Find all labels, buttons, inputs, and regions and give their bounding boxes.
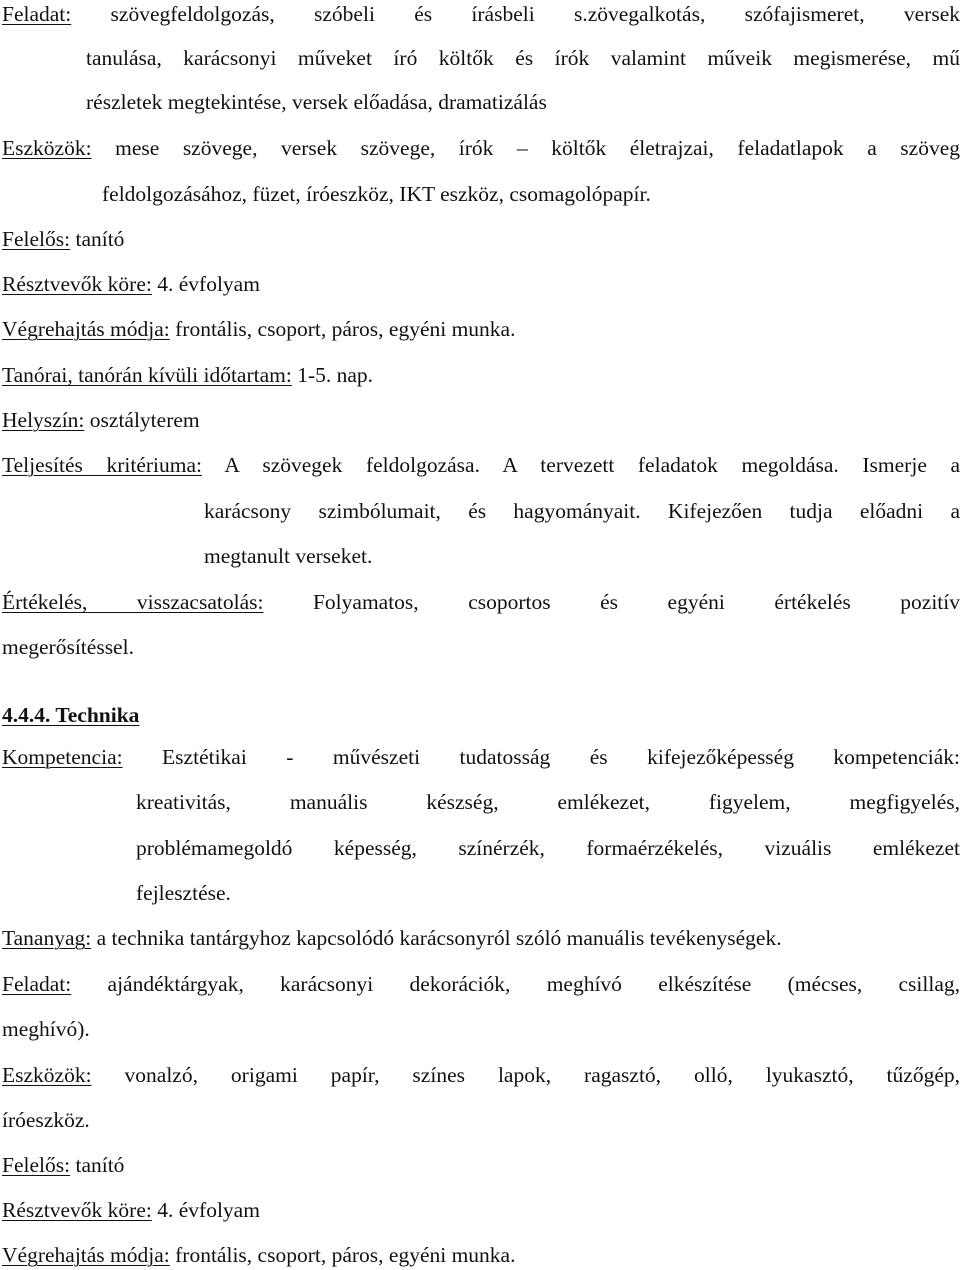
- teljesites-line-2: karácsony szimbólumait, és hagyományait. Kifejezően tudja előadni a: [204, 499, 960, 523]
- tananyag-text: a technika tantárgyhoz kapcsolódó karácsonyról szóló manuális tevékenységek.: [91, 926, 782, 950]
- feladat-line-1: [2, 0, 960, 28]
- teljesites-text: A szövegek feldolgozása. A tervezett feladatok megoldása. Ismerje a: [202, 453, 960, 477]
- resztvevok2-text: 4. évfolyam: [151, 1198, 260, 1222]
- eszkozok2-label: Eszközök:: [2, 1063, 92, 1087]
- resztvevok-text: 4. évfolyam: [151, 272, 260, 296]
- teljesites-label: Teljesítés kritériuma:: [2, 453, 203, 477]
- helyszin-line: [2, 406, 960, 434]
- vegrehajtas-text: frontális, csoport, páros, egyéni munka.: [169, 317, 516, 341]
- felelos2-text: tanító: [70, 1153, 125, 1177]
- vegrehajtas-line: [2, 315, 960, 343]
- section-heading: 4.4.4. Technika: [2, 703, 140, 727]
- feladat-line-3: részletek megtekintése, versek előadása, dramatizálás: [86, 90, 547, 114]
- kompetencia-label: Kompetencia:: [2, 745, 123, 769]
- felelos-label: Felelős:: [2, 227, 71, 251]
- vegrehajtas2-label: Végrehajtás módja:: [2, 1243, 170, 1267]
- resztvevok2-line: [2, 1196, 960, 1224]
- felelos2-line: [2, 1151, 960, 1179]
- idotartam-label: Tanórai, tanórán kívüli időtartam:: [2, 363, 292, 387]
- kompetencia-line-4: fejlesztése.: [136, 881, 231, 905]
- eszkozok-label: Eszközök:: [2, 136, 92, 160]
- felelos-line: [2, 225, 960, 253]
- resztvevok2-label: Résztvevők köre:: [2, 1198, 152, 1222]
- eszkozok2-line-1: [2, 1061, 960, 1089]
- eszkozok-text: mese szövege, versek szövege, írók – költők életrajzai, feladatlapok a szöveg: [91, 136, 960, 160]
- helyszin-text: osztályterem: [84, 408, 200, 432]
- ertekeles-line-1: [2, 588, 960, 616]
- ertekeles-line-2: megerősítéssel.: [2, 635, 134, 659]
- ertekeles-label: Értékelés, visszacsatolás:: [2, 590, 264, 614]
- feladat2-text: ajándéktárgyak, karácsonyi dekorációk, meghívó elkészítése (mécses, csillag,: [71, 972, 960, 996]
- eszkozok-line-1: [2, 134, 960, 162]
- feladat2-label: Feladat:: [2, 972, 72, 996]
- tananyag-label: Tananyag:: [2, 926, 92, 950]
- helyszin-label: Helyszín:: [2, 408, 85, 432]
- kompetencia-line-2: kreativitás, manuális készség, emlékezet, figyelem, megfigyelés,: [136, 790, 960, 814]
- resztvevok-line: [2, 270, 960, 298]
- feladat-label: Feladat:: [2, 2, 72, 26]
- teljesites-line-1: [2, 451, 960, 479]
- felelos-text: tanító: [70, 227, 125, 251]
- resztvevok-label: Résztvevők köre:: [2, 272, 152, 296]
- ertekeles-text: Folyamatos, csoportos és egyéni értékelés pozitív: [263, 590, 960, 614]
- eszkozok2-line-2: íróeszköz.: [2, 1108, 90, 1132]
- vegrehajtas-label: Végrehajtás módja:: [2, 317, 170, 341]
- feladat-line-2: tanulása, karácsonyi műveket író költők és írók valamint műveik megismerése, mű: [86, 46, 960, 70]
- vegrehajtas2-text: frontális, csoport, páros, egyéni munka.: [169, 1243, 516, 1267]
- eszkozok-line-2: feldolgozásához, füzet, íróeszköz, IKT eszköz, csomagolópapír.: [102, 182, 651, 206]
- teljesites-line-3: megtanult verseket.: [204, 544, 373, 568]
- eszkozok2-text: vonalzó, origami papír, színes lapok, ragasztó, olló, lyukasztó, tűzőgép,: [91, 1063, 960, 1087]
- tananyag-line: [2, 924, 960, 952]
- feladat-text: szövegfeldolgozás, szóbeli és írásbeli s.zövegalkotás, szófajismeret, versek: [71, 2, 960, 26]
- kompetencia-line-1: [2, 743, 960, 771]
- idotartam-text: 1-5. nap.: [291, 363, 374, 387]
- idotartam-line: [2, 361, 960, 389]
- felelos2-label: Felelős:: [2, 1153, 71, 1177]
- feladat2-line-1: [2, 970, 960, 998]
- kompetencia-line-3: problémamegoldó képesség, színérzék, formaérzékelés, vizuális emlékezet: [136, 836, 960, 860]
- kompetencia-text: Esztétikai - művészeti tudatosság és kifejezőképesség kompetenciák:: [122, 745, 960, 769]
- vegrehajtas2-line: [2, 1241, 960, 1269]
- feladat2-line-2: meghívó).: [2, 1017, 90, 1041]
